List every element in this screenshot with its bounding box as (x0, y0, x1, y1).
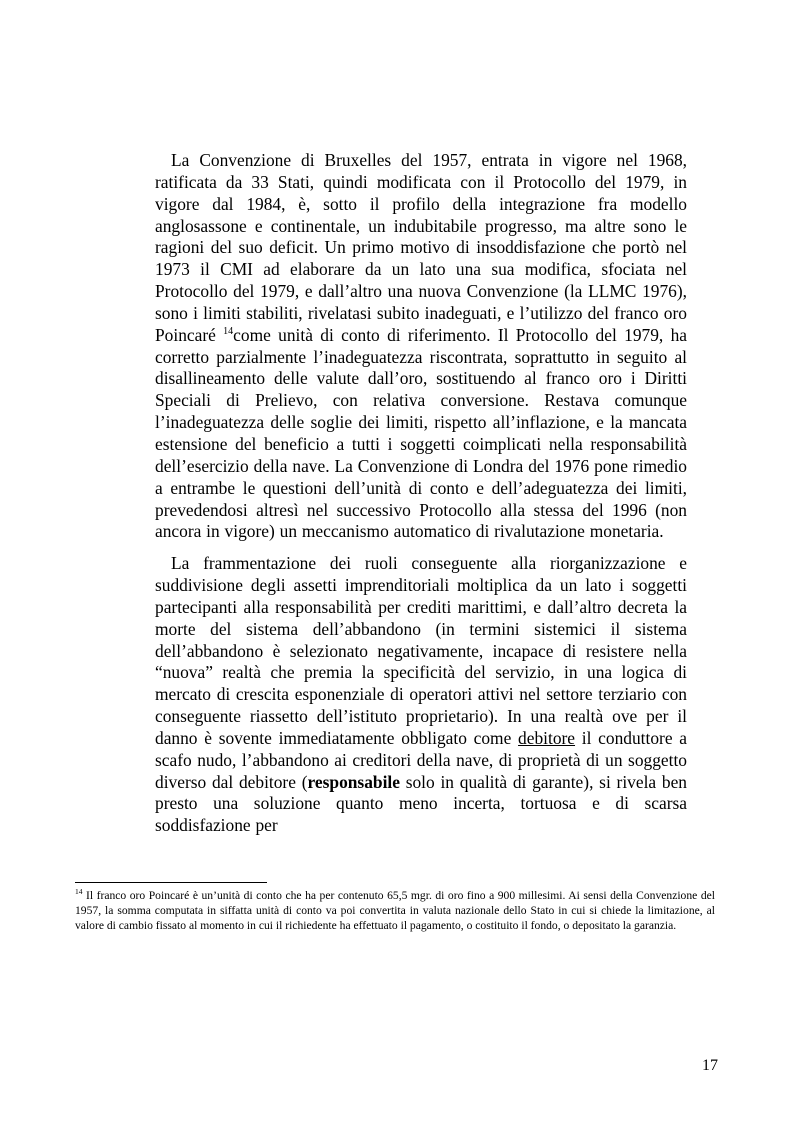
paragraph-2-text-c: solo in qualità di garante), si rivela ben presto una soluzione quanto meno incerta, tortuosa e di scarsa soddisfazione per (155, 771, 687, 836)
paragraph-2-text-a: La frammentazione dei ruoli conseguente alla riorganizzazione e suddivisione degli assetti imprenditoriali moltiplica da un lato i soggetti partecipanti alla responsabilità per crediti marittimi, e dall’altro decreta la morte del sistema dell’abbandono (in termini sistemici il sistema dell’abbandono è selezionato negativamente, incapace di resistere nella “nuova” realtà che premia la specificità del servizio, in una logica di mercato di crescita esponenziale di operatori attivi nel settore terziario con conseguente riassetto dell’istituto proprietario). In una realtà ove per il danno è sovente immediatamente obbligato come (155, 553, 687, 748)
paragraph-1-text-b: come unità di conto di riferimento. Il Protocollo del 1979, ha corretto parzialmente l’inadeguatezza riscontrata, soprattutto in seguito al disallineamento delle valute dall’oro, sostituendo al franco oro i Diritti Speciali di Prelievo, con relativa conversione. Restava comunque l’inadeguatezza delle soglie dei limiti, rispetto all’inflazione, e la mancata estensione del beneficio a tutti i soggetti coimplicati nella responsabilità dell’esercizio della nave. La Convenzione di Londra del 1976 pone rimedio a entrambe le questioni dell’unità di conto e dell’adeguatezza dei limiti, prevedendosi altresì nel successivo Protocollo alla stessa del 1996 (non ancora in vigore) un meccanismo automatico di rivalutazione monetaria. (155, 324, 687, 542)
paragraph-2-text-b: il conduttore a scafo nudo, l’abbandono ai creditori della nave, di proprietà di un soggetto diverso dal debitore ( (155, 727, 688, 792)
page-number: 17 (702, 1057, 718, 1074)
footnote-reference-14[interactable]: 14 (223, 325, 234, 337)
paragraph-1 (155, 150, 687, 543)
paragraph-2 (155, 553, 687, 837)
bold-term-responsabile: responsabile (307, 771, 400, 792)
footnote-mark: 14 (75, 887, 83, 897)
footnote-separator (75, 882, 267, 883)
underlined-term-debitore: debitore (518, 727, 576, 748)
paragraph-1-text-a: La Convenzione di Bruxelles del 1957, entrata in vigore nel 1968, ratificata da 33 Stati, quindi modificata con il Protocollo del 1979, in vigore dal 1984, è, sotto il profilo della integrazione fra modello anglosassone e continentale, un indubitabile progresso, ma altre sono le ragioni del suo deficit. Un primo motivo di insoddisfazione che portò nel 1973 il CMI ad elaborare da un lato una sua modifica, sfociata nel Protocollo del 1979, e dall’altro una nuova Convenzione (la LLMC 1976), sono i limiti stabiliti, rivelatasi subito inadeguati, e l’utilizzo del franco oro Poincaré (155, 150, 687, 345)
footnote-text: Il franco oro Poincaré è un’unità di conto che ha per contenuto 65,5 mgr. di oro fino a 900 millesimi. Ai sensi della Convenzione del 1957, la somma computata in siffatta unità di conto va poi convertita in valuta nazionale dello Stato in cui si chiede la limitazione, al valore di cambio fissato al momento in cui il richiedente ha effettuato il pagamento, o costituito il fondo, o depositato la garanzia. (75, 889, 715, 932)
document-body (155, 150, 687, 837)
footnote-14 (75, 889, 715, 934)
